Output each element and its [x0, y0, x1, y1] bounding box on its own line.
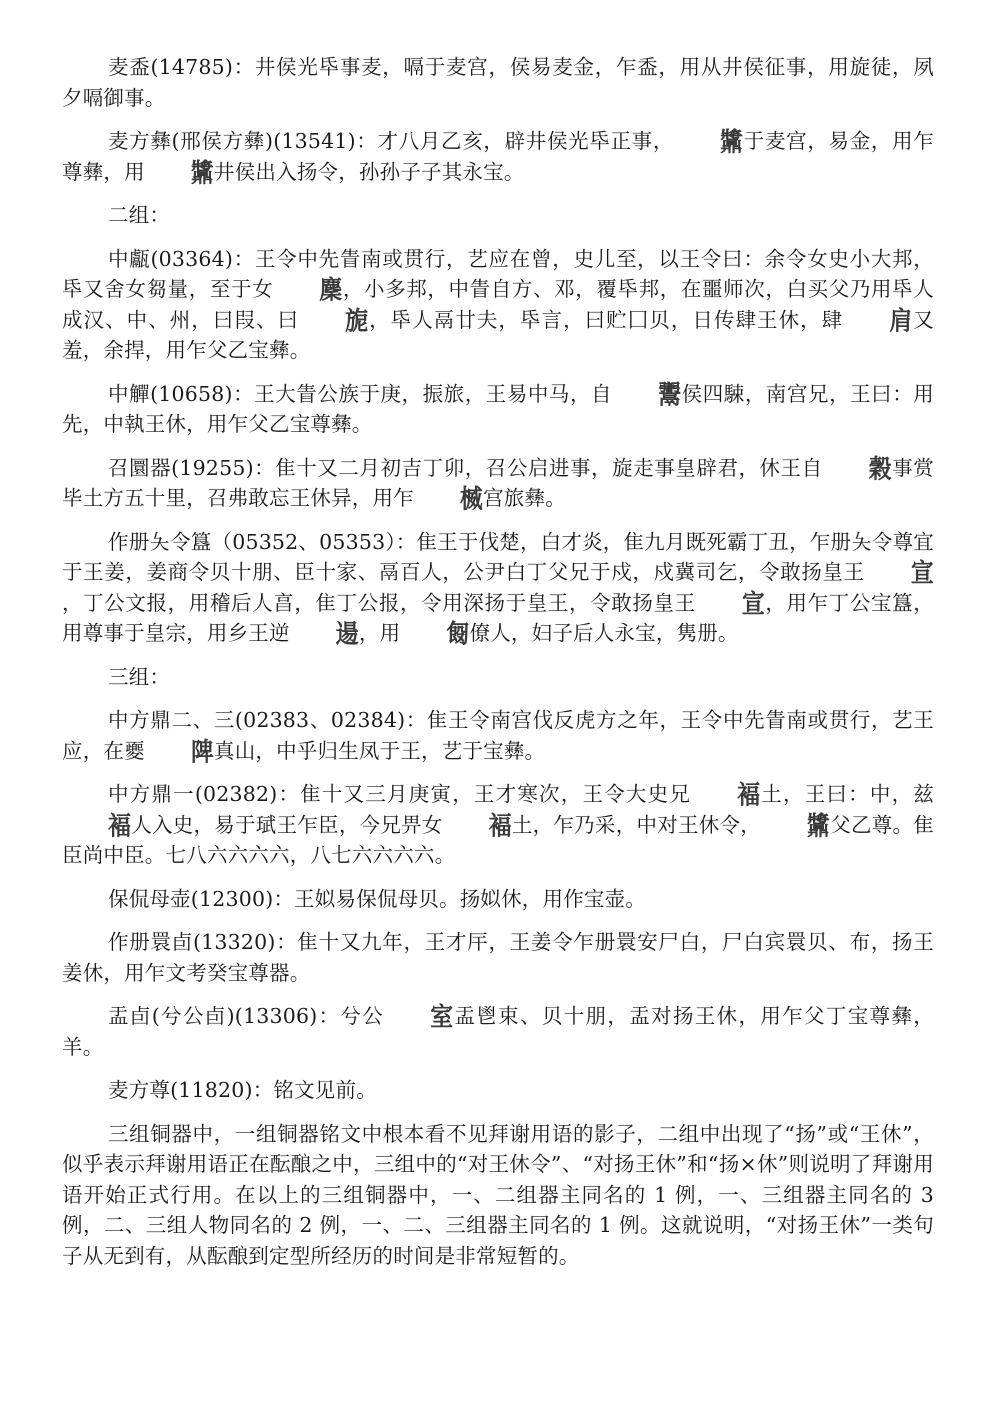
inscription-glyph-image: 旎 [345, 306, 369, 336]
inscription-glyph-image: 宣 [910, 558, 934, 589]
inscription-glyph-image: 褔 [108, 811, 132, 841]
text-segment: ，用 [358, 621, 401, 645]
text-segment: 中甗(03364)：王令中先眚南或贯行，艺应在曾，史儿至，以王令曰：余令女史小大邦，氒又舍女芻量，至于女 [62, 246, 934, 301]
paragraph-yu-you [62, 1001, 934, 1062]
text-segment: 中觶(10658)：王大眚公族于庚，振旅，王易中马，自 [108, 381, 613, 406]
inscription-glyph-image: 䵼 [720, 127, 744, 158]
paragraph-mai-he [62, 52, 934, 113]
text-segment: 中方鼎二、三(02383、02384)：隹王令南宫伐反虎方之年，王令中先眚南或贯行，艺王应，在夒 [62, 708, 934, 763]
inscription-glyph-image: 陴 [190, 737, 215, 767]
group-two-heading: 二组： [108, 203, 171, 227]
inscription-glyph-image: 褔 [488, 811, 512, 841]
text-segment: 于麦宫，易金，用乍尊彝，用 [62, 129, 934, 184]
paragraph-text: 作册睘卣(13320)：隹十又九年，王才厈，王姜令乍册睘安尸白，尸白宾睘贝、布，扬王姜休，用乍文考癸宝尊器。 [62, 930, 934, 985]
paragraph-text: 三组铜器中，一组铜器铭文中根本看不见拜谢用语的影子，二组中出现了“扬”或“王休”，似乎表示拜谢用语正在酝酿之中，三组中的“对王休令”、“对扬王休”和“扬×休”则说明了拜谢用语开始正式行用。在以上的三组铜器中，一、二组器主同名的 1 例，一、三组器主同名的 3 例，二、三组人物同名的 2 例，一、二、三组器主同名的 1 例。这就说明，“对扬王休”一类句子从无到有，从酝酿到定型所经历的时间是非常短暂的。 [62, 1121, 934, 1268]
inscription-glyph-image: 䵼 [807, 811, 831, 841]
text-segment: 井侯出入扬令，孙孙子子其永宝。 [214, 159, 525, 184]
inscription-glyph-image: 肩 [889, 306, 913, 336]
text-segment: 作册夨令簋（05352、05353）：隹王于伐楚，白才炎，隹九月既死霸丁丑，乍册夨令尊宜于王姜，姜商令贝十朋、臣十家、鬲百人，公尹白丁父兄于戍，戍冀司乞，令敢扬皇王 [62, 529, 934, 584]
paragraph-text: 麦方尊(11820)：铭文见前。 [108, 1078, 377, 1102]
inscription-glyph-image: 䰞 [658, 380, 682, 410]
inscription-glyph-image: 褔 [737, 780, 761, 811]
text-segment: 事赏毕土方五十里，召弗敢忘王休异，用乍 [62, 455, 935, 510]
inscription-glyph-image: 楲 [459, 484, 484, 515]
paragraph-zhong-fang-ding-1 [62, 779, 934, 871]
paragraph-zhong-zhi [62, 379, 934, 440]
paragraph-zhong-fang-ding-2-3 [62, 705, 934, 766]
text-segment: 侯四駷，南宫兄，王曰：用先，中執王休，用乍父乙宝尊彝。 [62, 381, 934, 436]
inscription-glyph-image: 䵼 [190, 158, 215, 188]
paragraph-zhong-yan [62, 244, 934, 366]
paragraph-conclusion [62, 1119, 934, 1272]
paragraph-zhao-yuan-qi [62, 453, 934, 514]
paragraph-zuo-ce-ling-gui [62, 527, 934, 649]
text-segment: 召圜器(19255)：隹十又二月初吉丁卯，召公启进事，旋走事皇辟君，休王自 [108, 455, 823, 480]
text-segment: 宫旅彝。 [483, 486, 566, 510]
text-segment: 僚人，妇子后人永宝，隽册。 [469, 621, 739, 645]
inscription-glyph-image: 室 [430, 1002, 454, 1033]
text-segment: 盂鬯束、贝十朋，盂对扬王休，用乍父丁宝尊彝，羊。 [62, 1004, 934, 1059]
paragraph-bao-kan-mu-hu [62, 884, 934, 915]
document-page [62, 52, 934, 1284]
text-segment: ，用乍丁公宝簋，用尊事于皇宗，用乡王逆 [62, 590, 934, 645]
paragraph-text: 麦盉(14785)：井侯光氒事麦，嗝于麦宫，侯易麦金，乍盉，用从井侯征事，用旋徒，夙夕嗝御事。 [62, 55, 934, 110]
text-segment: 父乙尊。隹臣尚中臣。七八六六六六，八七六六六六。 [62, 812, 935, 867]
inscription-glyph-image: 匓 [446, 619, 470, 650]
text-segment: 土，王曰：中，兹 [760, 782, 934, 806]
text-segment: 真山，中乎归生凤于王，艺于宝彝。 [214, 738, 546, 763]
inscription-glyph-image: 宣 [741, 589, 765, 619]
text-segment: 麦方彝(邢侯方彝)(13541)：才八月乙亥，辟井侯光氒正事， [108, 129, 675, 153]
text-segment: 盂卣(兮公卣)(13306)：兮公 [108, 1004, 385, 1028]
text-segment: 又羞，余捍，用乍父乙宝彝。 [62, 307, 935, 362]
inscription-glyph-image: 穀 [868, 454, 892, 484]
text-segment: ，小多邦，中眚自方、邓，覆氒邦，在噩师次，白买父乃用氒人成汉、中、州，曰叚、曰 [62, 277, 934, 332]
text-segment: 土，乍乃采，中对王休令， [511, 812, 762, 837]
text-segment: 中方鼎一(02382)：隹十又三月庚寅，王才寒次，王令大史兄 [108, 782, 692, 806]
inscription-glyph-image: 麇 [319, 275, 343, 306]
group-three-heading: 三组： [108, 664, 171, 689]
paragraph-zuo-ce-huan-you [62, 927, 934, 988]
text-segment: ，氒人鬲廿夫，氒言，曰贮囗贝，日传肆王休，肆 [368, 307, 844, 332]
text-segment: ，丁公文报，用稽后人亯，隹丁公报，令用深扬于皇王，令敢扬皇王 [62, 590, 696, 615]
paragraph-text: 保侃母壶(12300)：王姒易保侃母贝。扬姒休，用作宝壶。 [108, 886, 647, 911]
inscription-glyph-image: 逿 [335, 619, 359, 650]
paragraph-mai-fang-yi [62, 126, 934, 187]
text-segment: 人入史，易于珷王乍臣，今兄畀女 [131, 812, 443, 837]
paragraph-mai-fang-zun [62, 1075, 934, 1106]
